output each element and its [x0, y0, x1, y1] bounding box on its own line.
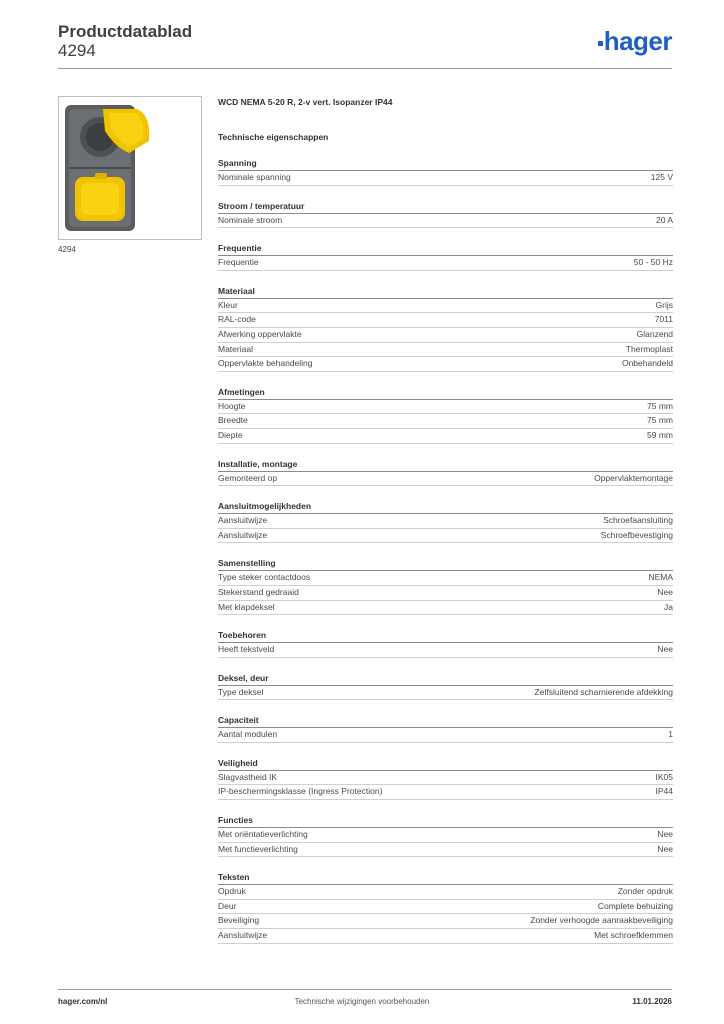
section-title: Teksten	[218, 871, 673, 885]
spec-row	[218, 885, 673, 900]
section-title: Materiaal	[218, 285, 673, 299]
spec-row	[218, 328, 673, 343]
section-title: Frequentie	[218, 242, 673, 256]
section-title: Toebehoren	[218, 629, 673, 643]
spec-row	[218, 472, 673, 487]
spec-label: Met oriëntatieverlichting	[218, 829, 308, 840]
spec-value: 59 mm	[647, 429, 673, 440]
spec-section	[218, 285, 673, 372]
footer-website[interactable]: hager.com/nl	[58, 997, 108, 1006]
spec-row	[218, 214, 673, 229]
spec-value: NEMA	[648, 572, 673, 583]
spec-value: Complete behuizing	[597, 900, 673, 911]
spec-label: Slagvastheid IK	[218, 771, 278, 782]
spec-section	[218, 157, 673, 186]
spec-label: Diepte	[218, 429, 243, 440]
spec-label: Beveiliging	[218, 915, 260, 926]
section-title: Samenstelling	[218, 557, 673, 571]
spec-label: Type steker contactdoos	[218, 572, 311, 583]
spec-value: IP44	[655, 786, 673, 797]
spec-label: Kleur	[218, 299, 238, 310]
spec-value: 75 mm	[647, 415, 673, 426]
spec-section	[218, 242, 673, 271]
hager-logo	[598, 27, 672, 55]
spec-label: Afwerking oppervlakte	[218, 328, 302, 339]
spec-value: 125 V	[650, 172, 673, 182]
product-name: WCD NEMA 5-20 R, 2-v vert. Isopanzer IP44	[218, 97, 393, 107]
spec-label: Nominale spanning	[218, 172, 291, 182]
spec-label: Stekerstand gedraaid	[218, 586, 299, 597]
spec-label: RAL-code	[218, 314, 256, 325]
spec-value: Oppervlaktemontage	[594, 472, 673, 483]
spec-row	[218, 771, 673, 786]
spec-row	[218, 299, 673, 314]
spec-label: Aantal modulen	[218, 729, 278, 740]
spec-row	[218, 828, 673, 843]
spec-value: 75 mm	[647, 400, 673, 411]
spec-row	[218, 529, 673, 544]
spec-row	[218, 514, 673, 529]
spec-row	[218, 643, 673, 658]
spec-row	[218, 601, 673, 616]
spec-section	[218, 458, 673, 487]
technical-properties-heading: Technische eigenschappen	[218, 132, 329, 142]
spec-value: Schroefbevestiging	[600, 529, 673, 540]
spec-row	[218, 343, 673, 358]
spec-value: Nee	[657, 586, 673, 597]
spec-label: Aansluitwijze	[218, 515, 268, 526]
spec-value: Ja	[664, 601, 673, 612]
image-caption: 4294	[58, 245, 76, 254]
footer-date: 11.01.2026	[632, 997, 672, 1006]
section-title: Spanning	[218, 157, 673, 171]
section-title: Afmetingen	[218, 386, 673, 400]
spec-row	[218, 571, 673, 586]
spec-section	[218, 200, 673, 229]
spec-value: Zonder opdruk	[617, 886, 673, 897]
spec-row	[218, 728, 673, 743]
spec-section	[218, 714, 673, 743]
spec-value: 20 A	[655, 214, 673, 225]
spec-label: Frequentie	[218, 257, 259, 268]
spec-value: Zonder verhoogde aanraakbeveiliging	[530, 915, 673, 926]
spec-label: Deur	[218, 900, 237, 911]
spec-label: Met functieverlichting	[218, 843, 298, 854]
section-title: Deksel, deur	[218, 672, 673, 686]
spec-label: Opdruk	[218, 886, 246, 897]
spec-row	[218, 357, 673, 372]
spec-section	[218, 500, 673, 543]
spec-section	[218, 672, 673, 701]
spec-label: Met klapdeksel	[218, 601, 275, 612]
spec-row	[218, 914, 673, 929]
spec-value: Thermoplast	[625, 343, 673, 354]
spec-section	[218, 557, 673, 615]
spec-value: 7011	[654, 314, 673, 325]
spec-section	[218, 871, 673, 943]
spec-label: Breedte	[218, 415, 248, 426]
spec-value: Glanzend	[636, 328, 673, 339]
spec-value: 1	[668, 729, 673, 740]
spec-label: Oppervlakte behandeling	[218, 358, 313, 369]
section-title: Stroom / temperatuur	[218, 200, 673, 214]
spec-label: Heeft tekstveld	[218, 644, 275, 655]
document-header	[58, 22, 192, 60]
spec-value: 50 - 50 Hz	[633, 257, 673, 268]
spec-label: Materiaal	[218, 343, 253, 354]
spec-sections	[218, 157, 673, 944]
product-specs	[218, 96, 673, 944]
spec-row	[218, 429, 673, 444]
spec-row	[218, 929, 673, 944]
section-title: Aansluitmogelijkheden	[218, 500, 673, 514]
spec-value: Grijs	[655, 299, 673, 310]
logo-dot-icon	[598, 41, 603, 46]
spec-label: Hoogte	[218, 400, 246, 411]
page-title: Productdatablad	[58, 22, 193, 41]
spec-label: Aansluitwijze	[218, 529, 268, 540]
spec-section	[218, 629, 673, 658]
spec-value: IK05	[655, 771, 673, 782]
spec-label: Type deksel	[218, 686, 264, 697]
spec-section	[218, 757, 673, 800]
socket-outlet-illustration	[59, 97, 201, 239]
spec-value: Schroefaansluiting	[603, 515, 673, 526]
logo-text: hager	[603, 26, 672, 56]
section-title: Installatie, montage	[218, 458, 673, 472]
spec-value: Nee	[657, 843, 673, 854]
spec-label: IP-beschermingsklasse (Ingress Protection)	[218, 786, 383, 797]
product-number: 4294	[58, 41, 96, 60]
spec-row	[218, 256, 673, 271]
spec-row	[218, 843, 673, 858]
spec-value: Met schroefklemmen	[594, 930, 673, 941]
section-title: Capaciteit	[218, 714, 673, 728]
product-image	[58, 96, 202, 240]
spec-row	[218, 900, 673, 915]
spec-row	[218, 414, 673, 429]
spec-label: Aansluitwijze	[218, 930, 268, 941]
spec-value: Onbehandeld	[621, 358, 673, 369]
footer-disclaimer: Technische wijzigingen voorbehouden	[294, 997, 430, 1006]
spec-value: Nee	[657, 644, 673, 655]
header-divider	[58, 68, 672, 69]
spec-section	[218, 386, 673, 444]
section-title: Functies	[218, 814, 673, 828]
spec-label: Nominale stroom	[218, 214, 283, 225]
section-title: Veiligheid	[218, 757, 673, 771]
spec-row	[218, 313, 673, 328]
spec-row	[218, 785, 673, 800]
spec-value: Nee	[657, 829, 673, 840]
footer-divider	[58, 989, 672, 990]
spec-row	[218, 686, 673, 701]
spec-label: Gemonteerd op	[218, 472, 278, 483]
spec-section	[218, 814, 673, 857]
spec-row	[218, 171, 673, 186]
spec-row	[218, 400, 673, 415]
spec-value: Zelfsluitend scharnierende afdekking	[534, 686, 673, 697]
spec-row	[218, 586, 673, 601]
